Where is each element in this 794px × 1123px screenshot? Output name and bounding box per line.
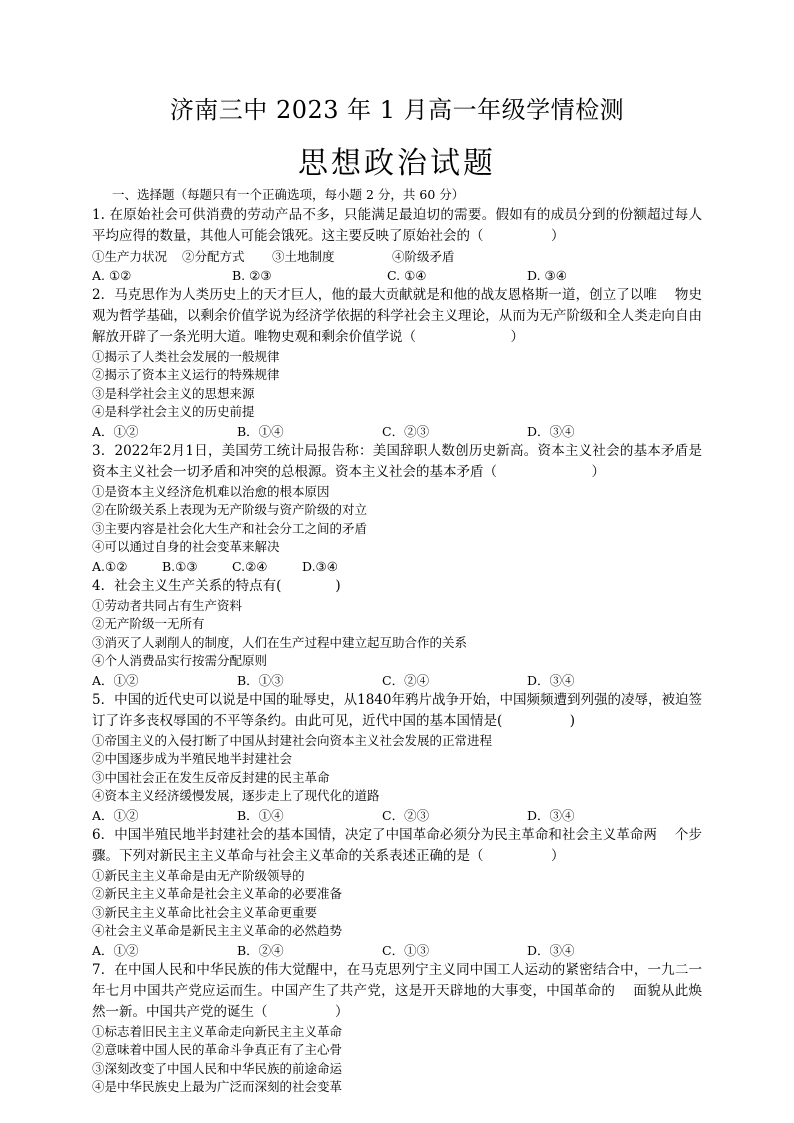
question-7 xyxy=(92,960,702,1097)
choice-a[interactable]: A．①② xyxy=(92,807,139,823)
choice-b[interactable]: B．①④ xyxy=(237,807,284,823)
option-item: ①是资本主义经济危机难以治愈的根本原因 xyxy=(92,483,330,499)
answer-choices xyxy=(92,422,702,441)
choice-a[interactable]: A．①② xyxy=(92,942,139,958)
option-item: ②中国逐步成为半殖民地半封建社会 xyxy=(92,751,293,766)
choice-d[interactable]: D. ③④ xyxy=(527,267,567,283)
option-item: ④个人消费品实行按需分配原则 xyxy=(92,653,268,668)
option-item: ③是科学社会主义的思想来源 xyxy=(92,385,255,401)
option-item: ③深刻改变了中国人民和中华民族的前途命运 xyxy=(92,1060,343,1076)
choice-a[interactable]: A. ①② xyxy=(92,267,132,283)
question-3 xyxy=(92,441,702,576)
option-item: ①帝国主义的入侵打断了中国从封建社会向资本主义社会发展的正常进程 xyxy=(92,732,493,748)
option-item: ④是科学社会主义的历史前提 xyxy=(92,404,255,419)
choice-b[interactable]: B．①④ xyxy=(237,423,284,439)
answer-choices xyxy=(92,806,702,825)
option-item: ③消灭了人剥削人的制度，人们在生产过程中建立起互助合作的关系 xyxy=(92,634,468,650)
option-item: ①生产力状况 xyxy=(92,248,168,264)
choice-a[interactable]: A．①② xyxy=(92,423,139,439)
choice-b[interactable]: B．②④ xyxy=(237,942,284,958)
option-item: ②新民主主义革命是社会主义革命的必要准备 xyxy=(92,886,343,901)
question-2 xyxy=(92,285,702,441)
question-4 xyxy=(92,576,702,690)
answer-choices xyxy=(92,266,702,285)
choice-c[interactable]: C. ①④ xyxy=(387,267,427,283)
option-item: ④阶级矛盾 xyxy=(392,248,455,264)
option-item: ④是中华民族史上最为广泛而深刻的社会变革 xyxy=(92,1079,343,1094)
choice-a[interactable]: A．①② xyxy=(92,672,139,688)
option-item: ①标志着旧民主主义革命走向新民主主义革命 xyxy=(92,1023,343,1039)
choice-a[interactable]: A.①② xyxy=(92,558,128,574)
question-1 xyxy=(92,205,702,285)
answer-choices xyxy=(92,671,702,690)
option-item: ③土地制度 xyxy=(272,248,335,264)
choice-c[interactable]: C．②④ xyxy=(382,672,430,688)
question-stem: 1. 在原始社会可供消费的劳动产品不多，只能满足最迫切的需要。假如有的成员分到的份额超过每人平均应得的数量，其他人可能会饿死。这主要反映了原始社会的（ ） xyxy=(92,206,702,244)
option-item: ②意味着中国人民的革命斗争真正有了主心骨 xyxy=(92,1042,343,1057)
section-heading: 一、选择题（每题只有一个正确选项，每小题 2 分，共 60 分） xyxy=(112,187,465,202)
choice-b[interactable]: B．①③ xyxy=(237,672,284,688)
choice-b[interactable]: B. ②③ xyxy=(232,267,272,283)
subject-title: 思想政治试题 xyxy=(298,146,496,181)
option-item: ③新民主主义革命比社会主义革命更重要 xyxy=(92,904,318,920)
question-stem: 4．社会主义生产关系的特点有( ) xyxy=(92,577,341,594)
choice-c[interactable]: C．①③ xyxy=(382,942,430,958)
option-item: ②在阶级关系上表现为无产阶级与资产阶级的对立 xyxy=(92,502,368,517)
question-6 xyxy=(92,825,702,960)
option-item: ④可以通过自身的社会变革来解决 xyxy=(92,539,280,554)
exam-content xyxy=(92,185,702,1097)
choice-d[interactable]: D．③④ xyxy=(527,672,575,688)
choice-d[interactable]: D．③④ xyxy=(527,807,575,823)
choice-d[interactable]: D．③④ xyxy=(527,423,575,439)
option-item: ③主要内容是社会化大生产和社会分工之间的矛盾 xyxy=(92,520,368,536)
answer-choices xyxy=(92,557,702,576)
option-item: ①揭示了人类社会发展的一般规律 xyxy=(92,348,280,364)
choice-c[interactable]: C.②④ xyxy=(232,558,268,574)
choice-b[interactable]: B.①③ xyxy=(162,558,198,574)
choice-c[interactable]: C．②③ xyxy=(382,807,430,823)
option-item: ①劳动者共同占有生产资料 xyxy=(92,597,243,613)
option-item: ②揭示了资本主义运行的特殊规律 xyxy=(92,367,280,382)
question-stem: 2．马克思作为人类历史上的天才巨人，他的最大贡献就是和他的战友恩格斯一道，创立了以唯 物史观为哲学基础，以剩余价值学说为经济学依据的科学社会主义理论，从而为无产阶级和全人类走向自由解放开辟了一条光明大道。唯物史观和剩余价值学说（ ） xyxy=(92,286,702,345)
option-item: ③中国社会正在发生反帝反封建的民主革命 xyxy=(92,769,330,785)
question-stem: 7．在中国人民和中华民族的伟大觉醒中，在马克思列宁主义同中国工人运动的紧密结合中，一九二一年七月中国共产党应运而生。中国产生了共产党，这是开天辟地的大事变，中国革命的 面貌从此焕然一新。中国共产党的诞生（ ） xyxy=(92,961,702,1020)
choice-d[interactable]: D.③④ xyxy=(302,558,338,574)
question-stem: 6．中国半殖民地半封建社会的基本国情，决定了中国革命必须分为民主革命和社会主义革命两 个步骤。下列对新民主主义革命与社会主义革命的关系表述正确的是（ ） xyxy=(92,826,702,864)
question-stem: 3．2022年2月1日，美国劳工统计局报告称：美国辞职人数创历史新高。资本主义社会的基本矛盾是资本主义社会一切矛盾和冲突的总根源。资本主义社会的基本矛盾（ ） xyxy=(92,442,702,480)
choice-c[interactable]: C．②③ xyxy=(382,423,430,439)
exam-title: 济南三中 2023 年 1 月高一年级学情检测 xyxy=(169,96,625,124)
question-5 xyxy=(92,690,702,825)
option-item: ②分配方式 xyxy=(182,248,245,264)
option-item: ④资本主义经济缓慢发展，逐步走上了现代化的道路 xyxy=(92,788,380,803)
option-item: ④社会主义革命是新民主主义革命的必然趋势 xyxy=(92,923,343,938)
option-item: ①新民主主义革命是由无产阶级领导的 xyxy=(92,867,305,883)
option-list xyxy=(92,247,702,266)
option-item: ②无产阶级一无所有 xyxy=(92,616,205,631)
choice-d[interactable]: D．③④ xyxy=(527,942,575,958)
question-stem: 5．中国的近代史可以说是中国的耻辱史，从1840年鸦片战争开始，中国频频遭到列强的凌辱，被迫签订了许多丧权辱国的不平等条约。由此可见，近代中国的基本国情是( ) xyxy=(92,691,702,729)
answer-choices xyxy=(92,941,702,960)
